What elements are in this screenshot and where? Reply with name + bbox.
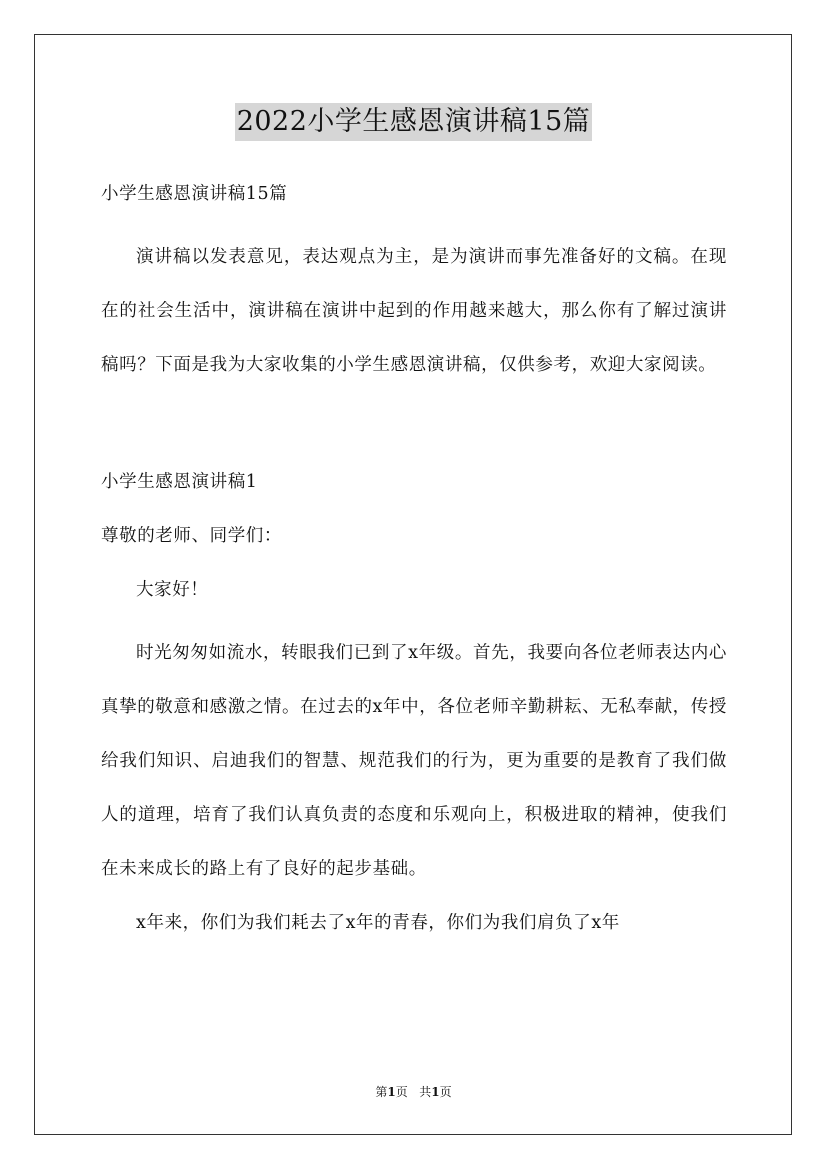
page-footer: [0, 1084, 827, 1100]
document-subtitle: 小学生感恩演讲稿15篇: [101, 184, 288, 204]
section-heading: 小学生感恩演讲稿1: [101, 472, 258, 492]
body-paragraph-2: x年来，你们为我们耗去了x年的青春，你们为我们肩负了x年: [136, 913, 620, 933]
page-label-prefix: 第: [375, 1085, 388, 1099]
body-paragraph-1: 时光匆匆如流水，转眼我们已到了x年级。首先，我要向各位老师表达内心真挚的敬意和感激之情。在过去的x年中，各位老师辛勤耕耘、无私奉献，传授给我们知识、启迪我们的智慧、规范我们的行为，更为重要的是教育了我们做人的道理，培育了我们认真负责的态度和乐观向上，积极进取的精神，使我们在未来成长的路上有了良好的起步基础。: [101, 643, 727, 879]
page-label-suffix: 页: [395, 1085, 408, 1099]
page-number: 1: [387, 1085, 396, 1099]
total-label-prefix: 共: [419, 1085, 432, 1099]
greeting: 大家好！: [136, 580, 209, 600]
title-container: [0, 103, 827, 141]
document-body: [101, 176, 727, 950]
intro-paragraph: 演讲稿以发表意见，表达观点为主，是为演讲而事先准备好的文稿。在现在的社会生活中，演讲稿在演讲中起到的作用越来越大，那么你有了解过演讲稿吗？下面是我为大家收集的小学生感恩演讲稿，仅供参考，欢迎大家阅读。: [101, 247, 727, 375]
salutation: 尊敬的老师、同学们：: [101, 526, 282, 546]
section-spacer: [101, 392, 727, 464]
total-label-suffix: 页: [439, 1085, 452, 1099]
total-pages: 1: [431, 1085, 440, 1099]
document-title: 2022小学生感恩演讲稿15篇: [235, 103, 593, 141]
